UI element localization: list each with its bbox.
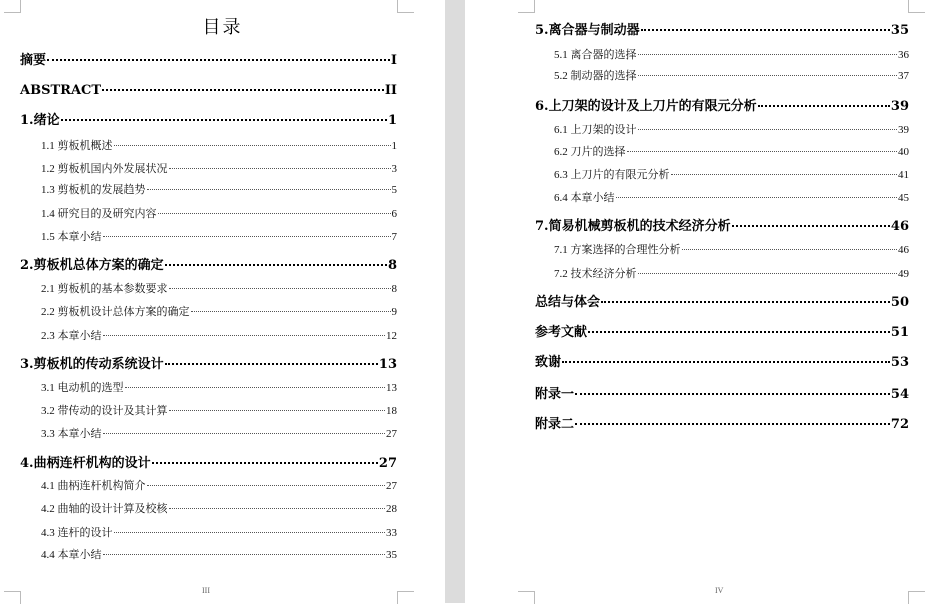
toc-dot-leader — [627, 140, 898, 152]
toc-dot-leader — [169, 399, 386, 411]
page-corner-mark — [4, 0, 21, 13]
toc-section-entry[interactable] — [41, 425, 397, 441]
toc-dot-leader — [158, 202, 391, 214]
toc-entry-page: 45 — [898, 192, 909, 204]
toc-section-entry[interactable] — [554, 121, 909, 137]
toc-entry-label: 3.3 本章小结 — [41, 428, 102, 440]
toc-entry-page: 13 — [386, 382, 397, 394]
toc-entry-page: 35 — [890, 23, 909, 38]
toc-entry-page: 13 — [378, 357, 397, 372]
toc-entry-label: 3.剪板机的传动系统设计 — [20, 357, 164, 372]
toc-chapter-entry[interactable] — [535, 291, 909, 310]
toc-section-entry[interactable] — [41, 524, 397, 540]
toc-chapter-entry[interactable] — [535, 351, 909, 370]
page-gap — [445, 0, 465, 603]
toc-entry-label: 6.4 本章小结 — [554, 192, 615, 204]
toc-section-entry[interactable] — [554, 67, 909, 83]
toc-entry-label: 2.剪板机总体方案的确定 — [20, 258, 164, 273]
toc-chapter-entry[interactable] — [535, 321, 909, 340]
toc-dot-leader — [638, 43, 898, 55]
toc-entry-label: 4.曲柄连杆机构的设计 — [20, 456, 151, 471]
toc-entry-label: ABSTRACT — [20, 83, 102, 98]
toc-entry-label: 1.3 剪板机的发展趋势 — [41, 184, 146, 196]
page-corner-mark — [397, 591, 414, 604]
toc-entry-page: 1 — [391, 140, 397, 152]
toc-chapter-entry[interactable] — [535, 95, 909, 114]
toc-section-entry[interactable] — [41, 477, 397, 493]
toc-entry-page: 8 — [391, 283, 397, 295]
toc-dot-leader — [169, 157, 391, 169]
toc-entry-label: 参考文献 — [535, 325, 588, 340]
toc-section-entry[interactable] — [41, 205, 397, 221]
toc-entry-label: 4.2 曲轴的设计计算及校核 — [41, 503, 168, 515]
toc-entry-label: 6.3 上刀片的有限元分析 — [554, 169, 670, 181]
toc-dot-leader — [114, 134, 391, 146]
toc-entry-page: 51 — [890, 325, 909, 340]
toc-page-left — [0, 0, 445, 603]
toc-chapter-entry[interactable] — [20, 109, 397, 128]
toc-section-entry[interactable] — [41, 280, 397, 296]
toc-section-entry[interactable] — [41, 379, 397, 395]
toc-entry-label: 1.绪论 — [20, 113, 60, 128]
toc-entry-label: 总结与体会 — [535, 295, 601, 310]
toc-entry-label: 2.1 剪板机的基本参数要求 — [41, 283, 168, 295]
toc-entry-page: 54 — [890, 387, 909, 402]
toc-entry-page: 18 — [386, 405, 397, 417]
toc-entry-label: 1.5 本章小结 — [41, 231, 102, 243]
toc-entry-label: 3.2 带传动的设计及其计算 — [41, 405, 168, 417]
page-corner-mark — [908, 591, 925, 604]
toc-chapter-entry[interactable] — [535, 19, 909, 38]
page-corner-mark — [397, 0, 414, 13]
toc-section-entry[interactable] — [554, 265, 909, 281]
toc-dot-leader — [169, 497, 386, 509]
toc-entry-page: II — [384, 83, 397, 98]
toc-entry-label: 5.2 制动器的选择 — [554, 70, 637, 82]
toc-dot-leader — [575, 380, 890, 395]
page-corner-mark — [518, 591, 535, 604]
toc-title: 目录 — [202, 17, 243, 38]
toc-entry-page: 46 — [890, 219, 909, 234]
toc-section-entry[interactable] — [41, 228, 397, 244]
toc-dot-leader — [191, 300, 391, 312]
toc-dot-leader — [169, 277, 391, 289]
toc-dot-leader — [61, 106, 387, 121]
toc-entry-label: 5.1 离合器的选择 — [554, 49, 637, 61]
toc-dot-leader — [641, 16, 890, 31]
page-corner-mark — [4, 591, 21, 604]
toc-dot-leader — [601, 288, 890, 303]
toc-dot-leader — [103, 422, 386, 434]
toc-section-entry[interactable] — [41, 500, 397, 516]
toc-chapter-entry[interactable] — [20, 452, 397, 471]
toc-chapter-entry[interactable] — [20, 353, 397, 372]
toc-dot-leader — [147, 178, 391, 190]
toc-entry-page: 28 — [386, 503, 397, 515]
toc-entry-page: I — [390, 53, 397, 68]
toc-section-entry[interactable] — [41, 402, 397, 418]
toc-section-entry[interactable] — [554, 189, 909, 205]
toc-entry-page: 72 — [890, 417, 909, 432]
toc-section-entry[interactable] — [41, 327, 397, 343]
toc-entry-label: 1.4 研究目的及研究内容 — [41, 208, 157, 220]
toc-entry-page: 8 — [387, 258, 397, 273]
toc-entry-label: 1.1 剪板机概述 — [41, 140, 113, 152]
toc-entry-page: 35 — [386, 549, 397, 561]
toc-entry-label: 2.2 剪板机设计总体方案的确定 — [41, 306, 190, 318]
toc-entry-label: 4.4 本章小结 — [41, 549, 102, 561]
toc-dot-leader — [114, 521, 386, 533]
toc-entry-page: 3 — [391, 163, 397, 175]
toc-entry-label: 6.上刀架的设计及上刀片的有限元分析 — [535, 99, 757, 114]
toc-entry-page: 49 — [898, 268, 909, 280]
toc-entry-page: 39 — [890, 99, 909, 114]
toc-dot-leader — [152, 449, 378, 464]
toc-page-right — [465, 0, 927, 603]
toc-entry-page: 1 — [387, 113, 397, 128]
page-corner-mark — [908, 0, 925, 13]
toc-dot-leader — [165, 251, 387, 266]
toc-dot-leader — [682, 238, 898, 250]
toc-dot-leader — [638, 118, 898, 130]
toc-entry-page: 5 — [391, 184, 397, 196]
toc-entry-label: 摘要 — [20, 53, 47, 68]
toc-entry-page: 27 — [386, 480, 397, 492]
toc-entry-label: 附录二 — [535, 417, 575, 432]
toc-dot-leader — [165, 350, 378, 365]
toc-entry-page: 41 — [898, 169, 909, 181]
page-corner-mark — [518, 0, 535, 13]
toc-entry-page: 7 — [391, 231, 397, 243]
toc-dot-leader — [103, 225, 391, 237]
toc-section-entry[interactable] — [41, 181, 397, 197]
toc-entry-page: 50 — [890, 295, 909, 310]
toc-entry-page: 33 — [386, 527, 397, 539]
toc-dot-leader — [638, 64, 898, 76]
toc-entry-page: 9 — [391, 306, 397, 318]
page-number: III — [202, 586, 210, 595]
toc-section-entry[interactable] — [41, 137, 397, 153]
toc-entry-label: 6.2 刀片的选择 — [554, 146, 626, 158]
toc-chapter-entry[interactable] — [535, 413, 909, 432]
toc-entry-page: 53 — [890, 355, 909, 370]
toc-dot-leader — [616, 186, 898, 198]
toc-entry-page: 37 — [898, 70, 909, 82]
page-number: IV — [715, 586, 724, 595]
toc-section-entry[interactable] — [554, 143, 909, 159]
toc-entry-page: 12 — [386, 330, 397, 342]
toc-dot-leader — [732, 212, 890, 227]
toc-dot-leader — [638, 262, 898, 274]
toc-entry-label: 3.1 电动机的选型 — [41, 382, 124, 394]
toc-entry-label: 4.3 连杆的设计 — [41, 527, 113, 539]
toc-entry-label: 7.2 技术经济分析 — [554, 268, 637, 280]
toc-dot-leader — [125, 376, 386, 388]
toc-chapter-entry[interactable] — [20, 254, 397, 273]
toc-chapter-entry[interactable] — [535, 383, 909, 402]
toc-dot-leader — [102, 76, 384, 91]
toc-entry-label: 6.1 上刀架的设计 — [554, 124, 637, 136]
toc-entry-label: 4.1 曲柄连杆机构简介 — [41, 480, 146, 492]
toc-entry-page: 46 — [898, 244, 909, 256]
toc-section-entry[interactable] — [41, 160, 397, 176]
toc-entry-page: 27 — [378, 456, 397, 471]
toc-section-entry[interactable] — [41, 303, 397, 319]
toc-entry-label: 7.1 方案选择的合理性分析 — [554, 244, 681, 256]
toc-section-entry[interactable] — [41, 546, 397, 562]
toc-entry-label: 7.简易机械剪板机的技术经济分析 — [535, 219, 731, 234]
toc-entry-label: 附录一 — [535, 387, 575, 402]
toc-entry-label: 1.2 剪板机国内外发展状况 — [41, 163, 168, 175]
toc-chapter-entry[interactable] — [20, 49, 397, 68]
toc-dot-leader — [758, 92, 890, 107]
toc-dot-leader — [147, 474, 386, 486]
toc-dot-leader — [588, 318, 890, 333]
toc-dot-leader — [47, 46, 390, 61]
toc-dot-leader — [103, 543, 386, 555]
toc-section-entry[interactable] — [554, 46, 909, 62]
toc-entry-page: 6 — [391, 208, 397, 220]
toc-entry-label: 5.离合器与制动器 — [535, 23, 640, 38]
toc-entry-page: 40 — [898, 146, 909, 158]
toc-entry-label: 2.3 本章小结 — [41, 330, 102, 342]
toc-entry-page: 39 — [898, 124, 909, 136]
toc-dot-leader — [562, 348, 890, 363]
toc-dot-leader — [671, 163, 898, 175]
toc-chapter-entry[interactable] — [535, 215, 909, 234]
toc-section-entry[interactable] — [554, 166, 909, 182]
toc-section-entry[interactable] — [554, 241, 909, 257]
toc-entry-page: 27 — [386, 428, 397, 440]
toc-chapter-entry[interactable] — [20, 79, 397, 98]
toc-entry-label: 致谢 — [535, 355, 562, 370]
toc-dot-leader — [103, 324, 386, 336]
toc-dot-leader — [575, 410, 890, 425]
toc-entry-page: 36 — [898, 49, 909, 61]
